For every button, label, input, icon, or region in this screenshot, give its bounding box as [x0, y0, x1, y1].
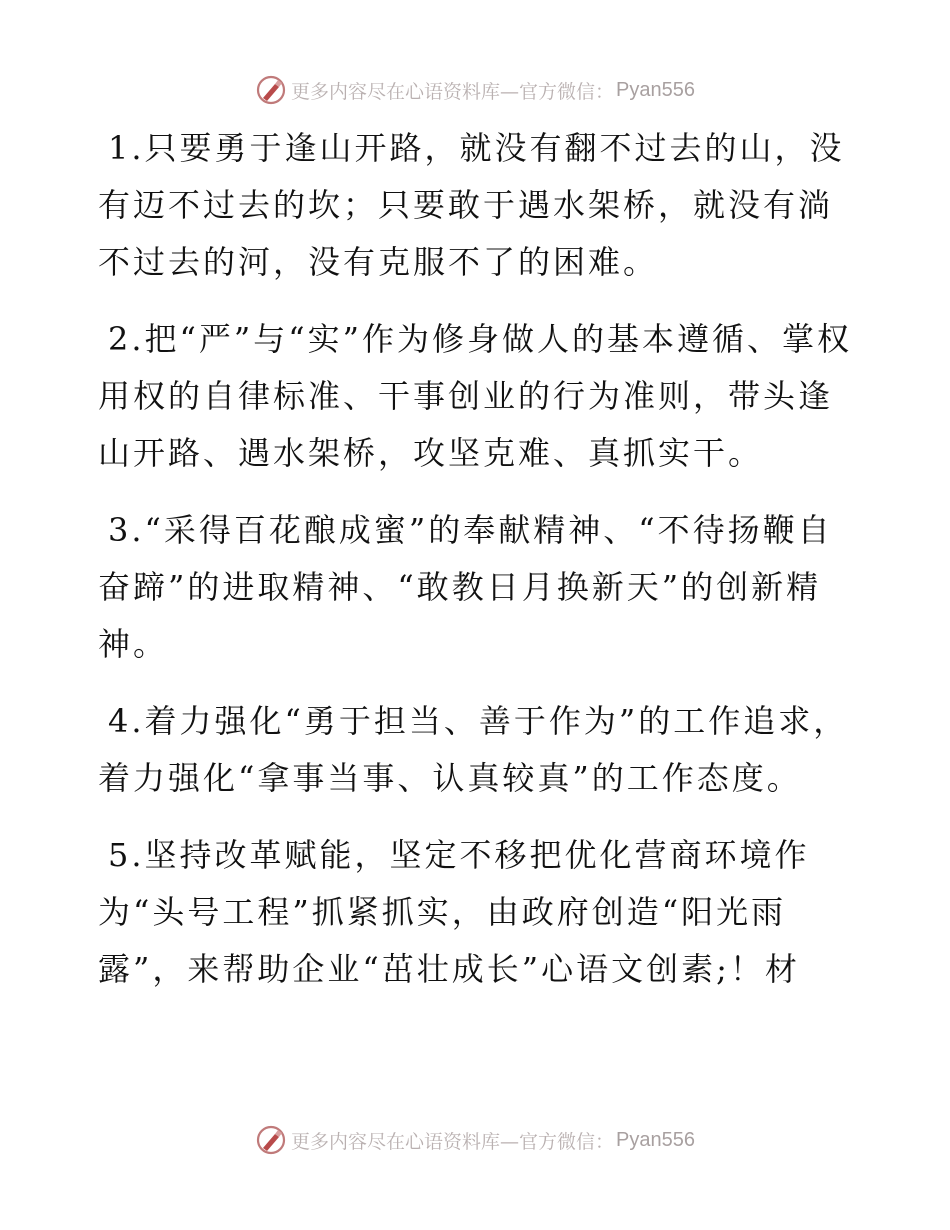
header-wechat-id: Pyan556: [616, 78, 695, 101]
paragraph-number: 3.: [108, 511, 145, 549]
footer-banner-text: 更多内容尽在心语资料库—官方微信：: [291, 1130, 615, 1153]
paragraph-number: 4.: [108, 702, 145, 740]
paragraph-4: [98, 693, 858, 807]
paragraph-number: 1.: [108, 129, 145, 167]
paragraph-text: “采得百花酿成蜜”的奉献精神、“不待扬鞭自奋蹄”的进取精神、“敢教日月换新天”的创新精神。: [98, 511, 833, 663]
pen-logo-icon: [255, 74, 287, 106]
paragraph-2: [98, 311, 858, 482]
paragraph-3: [98, 502, 858, 673]
paragraph-5: [98, 827, 858, 998]
header-banner-text: 更多内容尽在心语资料库—官方微信：: [291, 80, 615, 103]
paragraph-text: 把“严”与“实”作为修身做人的基本遵循、掌权用权的自律标准、干事创业的行为准则，带头逢山开路、遇水架桥，攻坚克难、真抓实干。: [98, 320, 852, 472]
paragraph-1: [98, 120, 858, 291]
paragraph-text: 坚持改革赋能，坚定不移把优化营商环境作为“头号工程”抓紧抓实，由政府创造“阳光雨露”，来帮助企业“茁壮成长”心语文创素;！材: [98, 836, 810, 988]
paragraph-text: 着力强化“勇于担当、善于作为”的工作追求，着力强化“拿事当事、认真较真”的工作态度。: [98, 702, 849, 797]
footer-wechat-id: Pyan556: [616, 1128, 695, 1151]
header-watermark: [0, 70, 950, 110]
paragraph-number: 5.: [108, 836, 145, 874]
pen-logo-icon: [255, 1124, 287, 1156]
paragraph-number: 2.: [108, 320, 145, 358]
footer-watermark: [0, 1120, 950, 1160]
paragraph-text: 只要勇于逢山开路，就没有翻不过去的山，没有迈不过去的坎；只要敢于遇水架桥，就没有淌不过去的河，没有克服不了的困难。: [98, 129, 845, 281]
document-body: [98, 120, 858, 1018]
